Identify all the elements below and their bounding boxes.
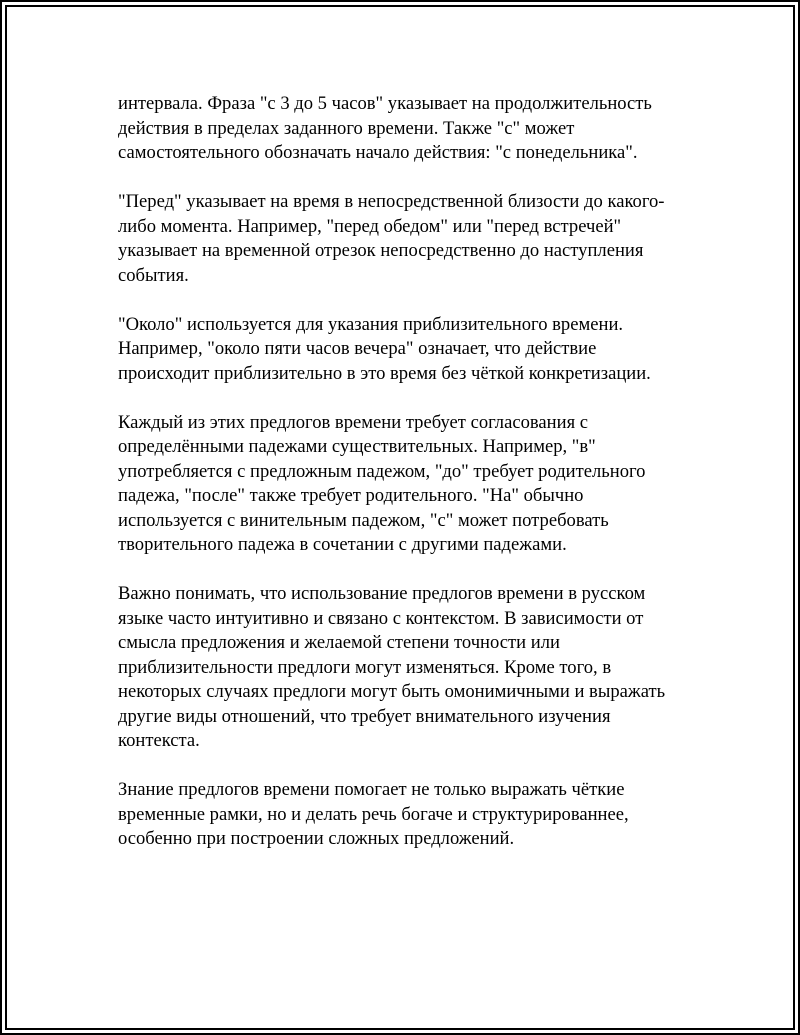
paragraph <box>118 582 678 754</box>
text-line: контекста. <box>118 730 200 751</box>
text-line: другие виды отношений, что требует внимательного изучения <box>118 705 611 727</box>
text-line: языке часто интуитивно и связано с контекстом. В зависимости от <box>118 607 644 629</box>
text-line: события. <box>118 264 189 286</box>
text-line: особенно при построении сложных предложений. <box>118 828 515 849</box>
text-line: либо момента. Например, "перед обедом" или "перед встречей" <box>118 215 622 237</box>
text-line: Каждый из этих предлогов времени требует согласования с <box>118 411 589 433</box>
text-line: Например, "около пяти часов вечера" означает, что действие <box>118 338 597 359</box>
text-line: падежа, "после" также требует родительного. "На" обычно <box>118 485 584 506</box>
text-line: используется с винительным падежом, "с" может потребовать <box>118 509 609 531</box>
paragraph <box>118 411 678 558</box>
text-line: определёнными падежами существительных. Например, "в" <box>118 436 596 457</box>
text-line: "Около" используется для указания приблизительного времени. <box>118 313 624 335</box>
text-line: некоторых случаях предлоги могут быть омонимичными и выражать <box>118 681 666 702</box>
text-line: интервала. Фраза "с 3 до 5 часов" указывает на продолжительность <box>118 93 652 114</box>
text-line: употребляется с предложным падежом, "до" требует родительного <box>118 460 646 482</box>
text-line: происходит приблизительно в это время без чёткой конкретизации. <box>118 362 651 384</box>
text-line: действия в пределах заданного времени. Также "с" может <box>118 117 575 139</box>
document-body <box>118 92 678 876</box>
text-line: Знание предлогов времени помогает не только выражать чёткие <box>118 779 625 800</box>
text-line: временные рамки, но и делать речь богаче и структурированнее, <box>118 803 629 825</box>
paragraph <box>118 92 678 166</box>
text-line: "Перед" указывает на время в непосредственной близости до какого- <box>118 191 665 212</box>
paragraph <box>118 778 678 852</box>
text-line: самостоятельного обозначать начало действия: "с понедельника". <box>118 142 638 163</box>
paragraph <box>118 313 678 387</box>
text-line: Важно понимать, что использование предлогов времени в русском <box>118 583 646 604</box>
text-line: указывает на временной отрезок непосредственно до наступления <box>118 240 644 261</box>
paragraph <box>118 190 678 288</box>
text-line: приблизительности предлоги могут изменяться. Кроме того, в <box>118 656 612 678</box>
text-line: творительного падежа в сочетании с другими падежами. <box>118 534 567 555</box>
text-line: смысла предложения и желаемой степени точности или <box>118 632 560 653</box>
